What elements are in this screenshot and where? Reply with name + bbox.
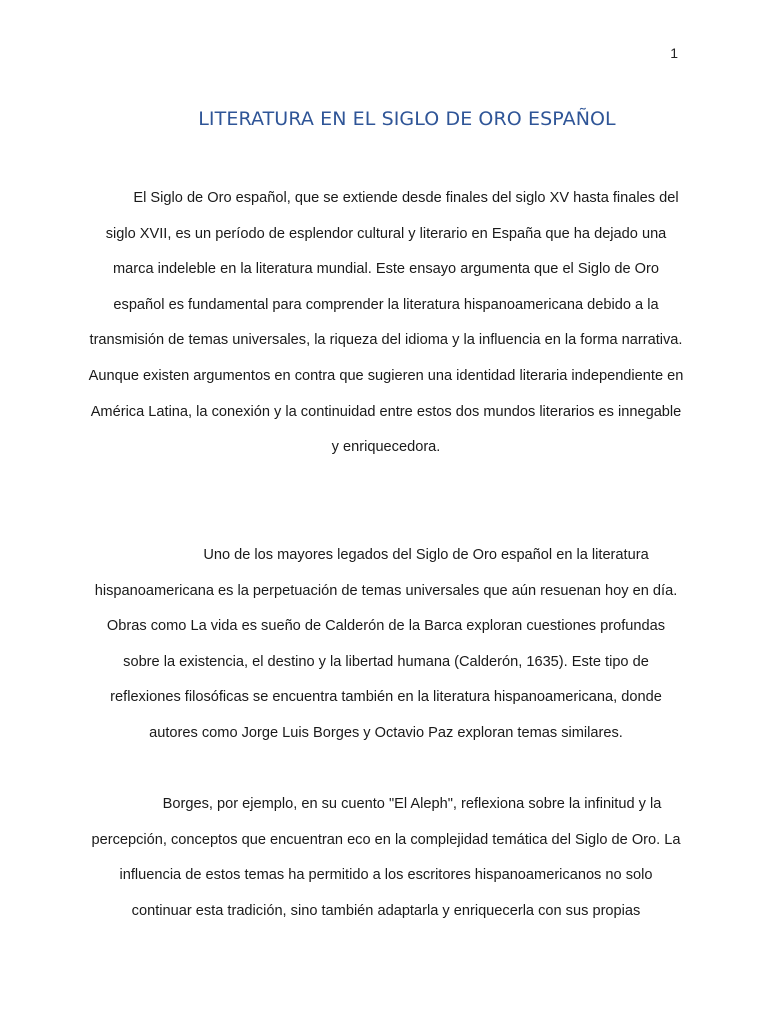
document-title: LITERATURA EN EL SIGLO DE ORO ESPAÑOL bbox=[198, 108, 616, 130]
page-number: 1 bbox=[670, 45, 678, 61]
paragraph-universal-themes: Uno de los mayores legados del Siglo de Oro español en la literatura hispanoamericana es la perpetuación de temas universales que aún resuenan hoy en día. Obras como La vida es sueño de Calderón de la Barca exploran cuestiones profundas sobre la existencia, el destino y la libertad humana (Calderón, 1635). Este tipo de reflexiones filosóficas se encuentra también en la literatura hispanoamericana, donde autores como Jorge Luis Borges y Octavio Paz exploran temas similares. bbox=[94, 547, 678, 741]
paragraph-introduction: El Siglo de Oro español, que se extiende desde finales del siglo XV hasta finales del siglo XVII, es un período de esplendor cultural y literario en España que ha dejado una marca indeleble en la literatura mundial. Este ensayo argumenta que el Siglo de Oro español es fundamental para comprender la literatura hispanoamericana debido a la transmisión de temas universales, la riqueza del idioma y la influencia en la forma narrativa. Aunque existen argumentos en contra que sugieren una identidad literaria independiente en América Latina, la conexión y la continuidad entre estos dos mundos literarios es innegable y enriquecedora. bbox=[88, 190, 684, 456]
paragraph-borges: Borges, por ejemplo, en su cuento "El Aleph", reflexiona sobre la infinitud y la percepción, conceptos que encuentran eco en la complejidad temática del Siglo de Oro. La influencia de estos temas ha permitido a los escritores hispanoamericanos no solo continuar esta tradición, sino también adaptarla y enriquecerla con sus propias bbox=[91, 796, 681, 919]
